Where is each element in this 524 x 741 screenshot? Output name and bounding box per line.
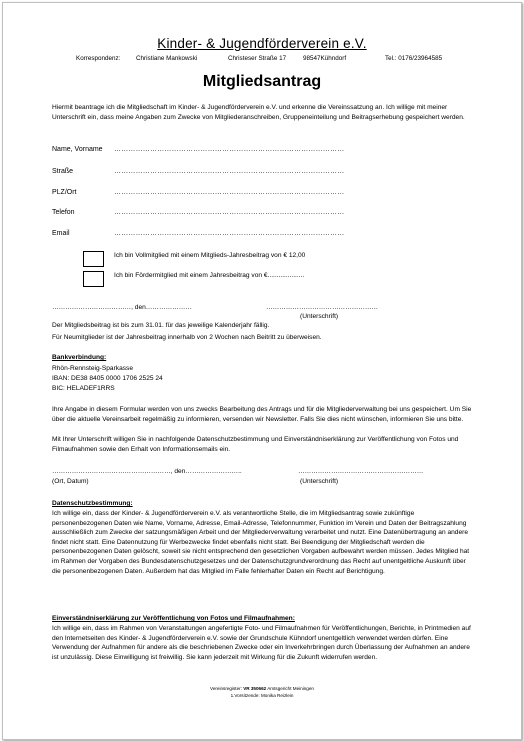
contact-city: 98547Kühndorf <box>303 55 347 62</box>
field-label-street: Straße <box>52 168 74 175</box>
footer-court: Amtsgericht Meiningen <box>266 686 314 691</box>
supporting-member-label: Ich bin Fördermitglied mit einem Jahresbeitrag von €.................... <box>114 272 305 279</box>
bank-iban: IBAN: DE38 8405 0000 1706 2525 24 <box>52 375 163 382</box>
field-label-name: Name, Vorname <box>52 146 103 153</box>
email-field[interactable]: …………………………………………………………………………………… <box>114 230 345 237</box>
field-label-phone: Telefon <box>52 209 75 216</box>
bank-bic: BIC: HELADEF1RRS <box>52 385 115 392</box>
footer-register-number: VR 350662 <box>243 686 267 691</box>
privacy-heading: Datenschutzbestimmung: <box>52 500 133 507</box>
contact-street: Christeser Straße 17 <box>228 55 287 62</box>
intro-paragraph: Hiermit beantrage ich die Mitgliedschaft im Kinder- & Jugendförderverein e.V. und erkenne die Vereinssatzung an. Ich willige mit meiner Unterschrift ein, dass meine Angaben zum Zwecke von Mitgliederanschreiben, Gruppeneinteilung und Beitragserhebung gespeichert werden. <box>52 104 465 121</box>
bank-heading: Bankverbindung: <box>52 354 107 361</box>
signature-caption-2: (Unterschrift) <box>300 478 339 485</box>
full-member-checkbox[interactable] <box>83 251 104 267</box>
photo-consent-text: Ich willige ein, dass im Rahmen von Veranstaltungen angefertigte Foto- und Filmaufnahmen für Veröffentlichungen, Berichte, in Printmedien auf den Internetseiten des Kinder- & Jugendförderverein e.V. sowie der Grundschule Kühndorf unentgeltlich verwendet werden dürfen. Eine Verwendung der Aufnahmen für andere als die beschriebenen Zwecke oder ein Inverkehrbringen durch Überlassung der Aufnahmen an andere ist unzulässig. Diese Einwilligung ist freiwillig. Sie kann jederzeit mit Wirkung für die Zukunft widerrufen werden. <box>52 625 471 661</box>
page-title: Mitgliedsantrag <box>202 73 322 90</box>
signature-line-2[interactable]: ………………………………………………… <box>298 468 424 475</box>
photo-consent-heading: Einverständniserklärung zur Veröffentlichung von Fotos und Filmaufnahmen: <box>52 615 295 622</box>
bank-name: Rhön-Rennsteig-Sparkasse <box>52 365 133 372</box>
phone-field[interactable]: …………………………………………………………………………………… <box>114 209 345 216</box>
organization-name: Kinder- & Jugendförderverein e.V. <box>157 36 367 51</box>
place-date-line[interactable]: ………………………………, den………………… <box>52 304 192 311</box>
field-label-zip-city: PLZ/Ort <box>52 189 77 196</box>
privacy-text: Ich willige ein, dass der Kinder- & Jugendförderverein e.V. als verantwortliche Stelle, die im Mitgliedsantrag sowie zukünftige personenbezogenen Daten wie Name, Vorname, Adresse, Email-Adresse, Telefonnummer, Funktion im Verein und Daten der Beitragszahlung ausschließlich zum Zwecke der satzungsmäßigen Arbeit und der Mitgliederverwaltung verarbeitet und nutzt. Eine Datenübertragung an andere findet nicht statt. Eine Datennutzung für Werbezwecke findet ebenfalls nicht statt. Bei Beendigung der Mitgliedschaft werden die personenbezogenen Daten gelöscht, soweit sie nicht entsprechend den gesetzlichen Vorgaben aufbewahrt werden müssen. Jedes Mitglied hat im Rahmen der Vorgaben des Bundesdatenschutzgesetzes und der Datenschutzgrundverordnung das Recht auf unentgeltliche Auskunft über die personenbezogenen Daten. Außerdem hat das Mitglied im Falle fehlerhafter Daten ein Recht auf Berichtigung. <box>52 510 470 575</box>
footer-chair: 1.Vorsitzende: Monika Reizlein <box>230 693 294 698</box>
new-member-note: Für Neumitglieder ist der Jahresbeitrag innerhalb von 2 Wochen nach Beitritt zu überweisen. <box>52 334 322 341</box>
contact-name: Christiane Mankowski <box>136 55 198 62</box>
contact-label: Korrespondenz: <box>76 55 121 62</box>
full-member-label: Ich bin Vollmitglied mit einem Mitglieds-Jahresbeitrag von € 12,00 <box>114 252 306 259</box>
place-date-line-2[interactable]: ………………………………………………, den…………………….. <box>52 468 242 475</box>
consent-paragraph: Mit Ihrer Unterschrift willigen Sie in nachfolgende Datenschutzbestimmung und Einverständniserklärung zur Veröffentlichung von Fotos und Filmaufnahmen sowie den Erhalt von Informationsemails ein. <box>52 436 459 453</box>
data-storage-paragraph: Ihre Angabe in diesem Formular werden von uns zwecks Bearbeitung des Antrags und für die Mitgliederverwaltung bei uns gespeichert. Um Sie über die aktuelle Vereinsarbeit regelmäßig zu informieren, versenden wir Newsletter. Falls Sie dies nicht wünschen, informieren Sie uns bitte. <box>52 406 472 423</box>
contact-phone: Tel.: 0176/23964585 <box>385 55 443 62</box>
signature-line[interactable]: …………………………………………… <box>266 304 379 311</box>
place-date-caption: (Ort, Datum) <box>52 478 89 485</box>
street-field[interactable]: …………………………………………………………………………………… <box>114 168 345 175</box>
field-label-email: Email <box>52 230 70 237</box>
footer-register-label: Vereinsregister: <box>210 686 244 691</box>
supporting-member-checkbox[interactable] <box>83 271 104 287</box>
footer-register <box>0 686 524 691</box>
zip-city-field[interactable]: …………………………………………………………………………………… <box>114 189 345 196</box>
fee-due-note: Der Mitgliedsbeitrag ist bis zum 31.01. für das jeweilige Kalenderjahr fällig. <box>52 322 270 329</box>
signature-caption: (Unterschrift) <box>300 313 339 320</box>
name-field[interactable]: …………………………………………………………………………………… <box>114 146 345 153</box>
